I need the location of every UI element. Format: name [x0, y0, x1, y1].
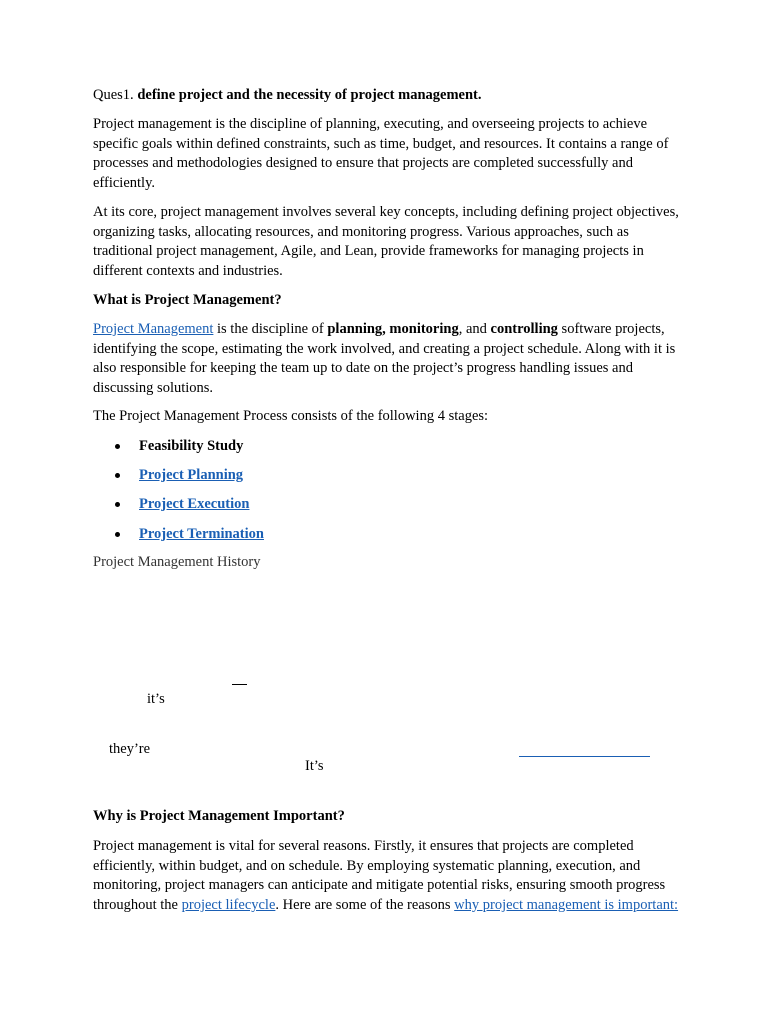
what-is-heading: What is Project Management?: [93, 292, 282, 308]
bullet-icon: [115, 444, 120, 449]
question-prefix: Ques1.: [93, 87, 134, 103]
stage-link-termination[interactable]: Project Termination: [139, 526, 264, 542]
bullet-icon: [115, 473, 120, 478]
question-title: define project and the necessity of project management.: [137, 87, 482, 103]
what-is-paragraph: [93, 320, 683, 398]
project-lifecycle-link[interactable]: project lifecycle: [181, 896, 276, 913]
what-is-text-2: , and: [458, 321, 491, 337]
bullet-icon: [115, 502, 120, 507]
importance-heading: Why is Project Management Important?: [93, 808, 345, 824]
history-fragment-1: it’s: [147, 691, 165, 707]
process-intro: The Project Management Process consists of the following 4 stages:: [93, 408, 489, 424]
intro-paragraph-1: Project management is the discipline of planning, executing, and overseeing projects to achieve specific goals within defined constraints, such as time, budget, and resources. It contains a range of processes and methodologies designed to ensure that projects are completed successfully and efficiently.: [93, 116, 669, 191]
why-pm-important-link[interactable]: why project management is important:: [454, 896, 679, 913]
what-is-bold-1: planning, monitoring: [327, 321, 459, 337]
importance-paragraph: [93, 837, 683, 915]
importance-text-2: . Here are some of the reasons: [275, 896, 455, 913]
question-heading: [93, 86, 482, 106]
what-is-text-3: software projects, identifying the scope, estimating the work involved, and creating a project schedule. Along with it is also responsible for keeping the team up to date on the project’s progress handling issues and discussing solutions.: [93, 321, 676, 396]
what-is-bold-2: controlling: [490, 321, 558, 337]
history-fragment-2: they’re: [109, 741, 151, 757]
history-heading: Project Management History: [93, 554, 261, 570]
bullet-icon: [115, 532, 120, 537]
stage-label: Feasibility Study: [139, 438, 244, 454]
history-fragment-3: It’s: [305, 758, 324, 774]
dash-mark: [232, 684, 247, 685]
what-is-text-1: is the discipline of: [213, 321, 328, 337]
stage-link-execution[interactable]: Project Execution: [139, 496, 250, 512]
hidden-link-underline[interactable]: [519, 756, 650, 757]
stage-link-planning[interactable]: Project Planning: [139, 467, 244, 483]
importance-text-1: Project management is vital for several reasons. Firstly, it ensures that projects are completed efficiently, within budget, and on schedule. By employing systematic planning, execution, and monitoring, project managers can anticipate and mitigate potential risks, ensuring smooth progress throughout the: [93, 838, 666, 913]
intro-paragraph-2: At its core, project management involves several key concepts, including defining project objectives, organizing tasks, allocating resources, and monitoring progress. Various approaches, such as traditional project management, Agile, and Lean, provide frameworks for managing projects in different contexts and industries.: [93, 204, 679, 279]
project-management-link[interactable]: Project Management: [93, 321, 214, 337]
